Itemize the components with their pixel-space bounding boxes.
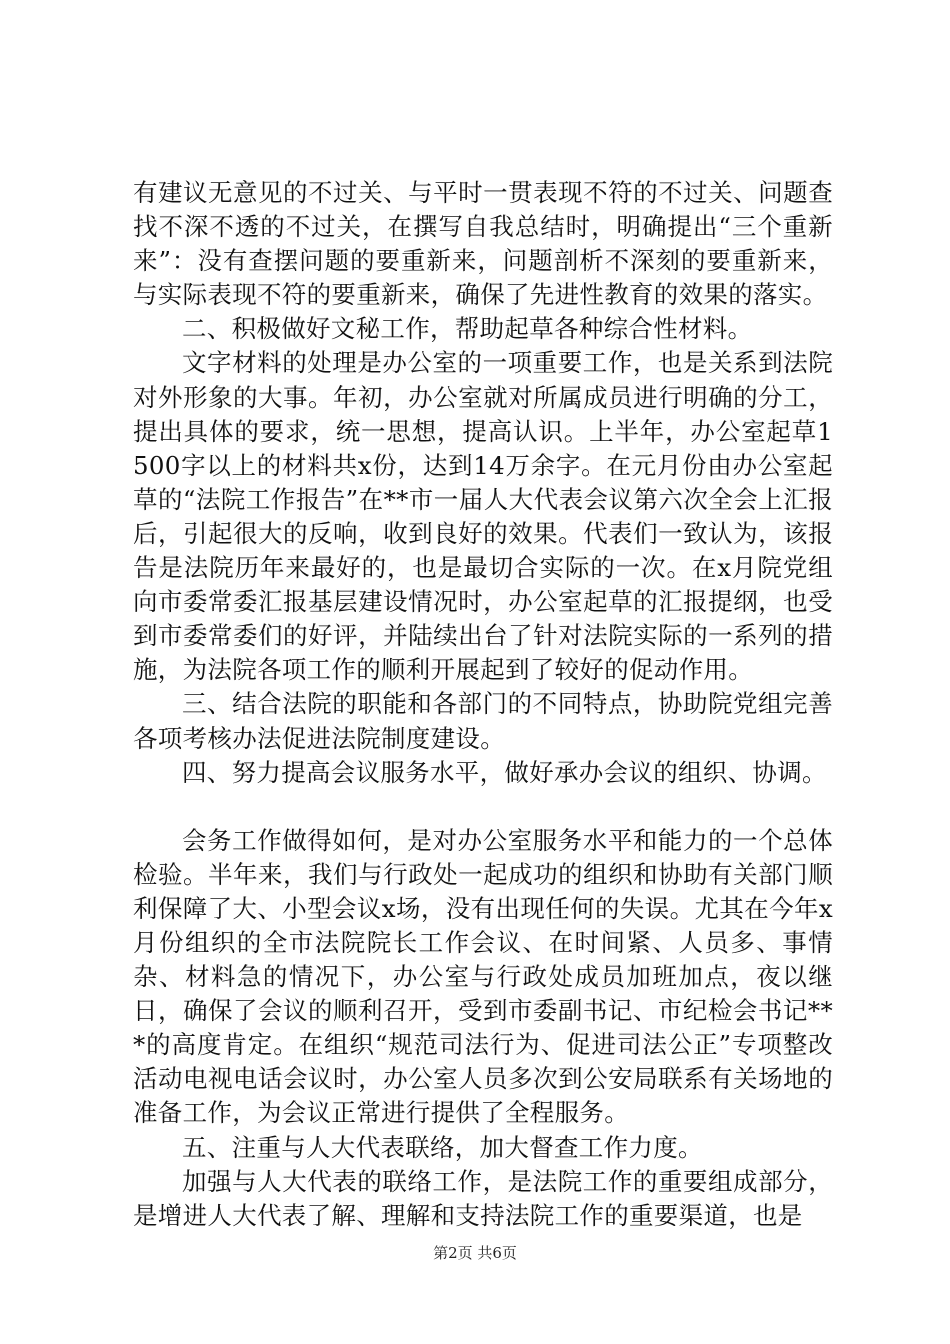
heading-section-3: 三、结合法院的职能和各部门的不同特点，协助院党组完善各项考核办法促进法院制度建设。 xyxy=(133,689,833,753)
paragraph-deputy-liaison: 加强与人大代表的联络工作，是法院工作的重要组成部分，是增进人大代表了解、理解和支持法院工作的重要渠道，也是 xyxy=(133,1166,833,1230)
paragraph-text-materials: 文字材料的处理是办公室的一项重要工作，也是关系到法院对外形象的大事。年初，办公室就对所属成员进行明确的分工，提出具体的要求，统一思想，提高认识。上半年，办公室起草1500字以上的材料共x份，达到14万余字。在元月份由办公室起草的“法院工作报告”在**市一届人大代表会议第六次全会上汇报后，引起很大的反响，收到良好的效果。代表们一致认为，该报告是法院历年来最好的，也是最切合实际的一次。在x月院党组向市委常委汇报基层建设情况时，办公室起草的汇报提纲，也受到市委常委们的好评，并陆续出台了针对法院实际的一系列的措施，为法院各项工作的顺利开展起到了较好的促动作用。 xyxy=(133,348,833,685)
paragraph-gap xyxy=(133,790,833,824)
heading-section-5: 五、注重与人大代表联络，加大督查工作力度。 xyxy=(182,1132,703,1162)
document-body xyxy=(133,176,833,1233)
page-footer xyxy=(0,1243,950,1263)
heading-section-2: 二、积极做好文秘工作，帮助起草各种综合性材料。 xyxy=(182,314,753,344)
page-number: 第2页 共6页 xyxy=(433,1244,517,1262)
paragraph-meeting-services: 会务工作做得如何，是对办公室服务水平和能力的一个总体检验。半年来，我们与行政处一起成功的组织和协助有关部门顺利保障了大、小型会议x场，没有出现任何的失误。尤其在今年x月份组织的全市法院院长工作会议、在时间紧、人员多、事情杂、材料急的情况下，办公室与行政处成员加班加点，夜以继日，确保了会议的顺利召开，受到市委副书记、市纪检会书记***的高度肯定。在组织“规范司法行为、促进司法公正”专项整改活动电视电话会议时，办公室人员多次到公安局联系有关场地的准备工作，为会议正常进行提供了全程服务。 xyxy=(133,825,833,1128)
paragraph-continuation: 有建议无意见的不过关、与平时一贯表现不符的不过关、问题查找不深不透的不过关，在撰写自我总结时，明确提出“三个重新来”：没有查摆问题的要重新来，问题剖析不深刻的要重新来，与实际表现不符的要重新来，确保了先进性教育的效果的落实。 xyxy=(133,178,834,310)
heading-section-4: 四、努力提高会议服务水平，做好承办会议的组织、协调。 xyxy=(182,757,827,787)
